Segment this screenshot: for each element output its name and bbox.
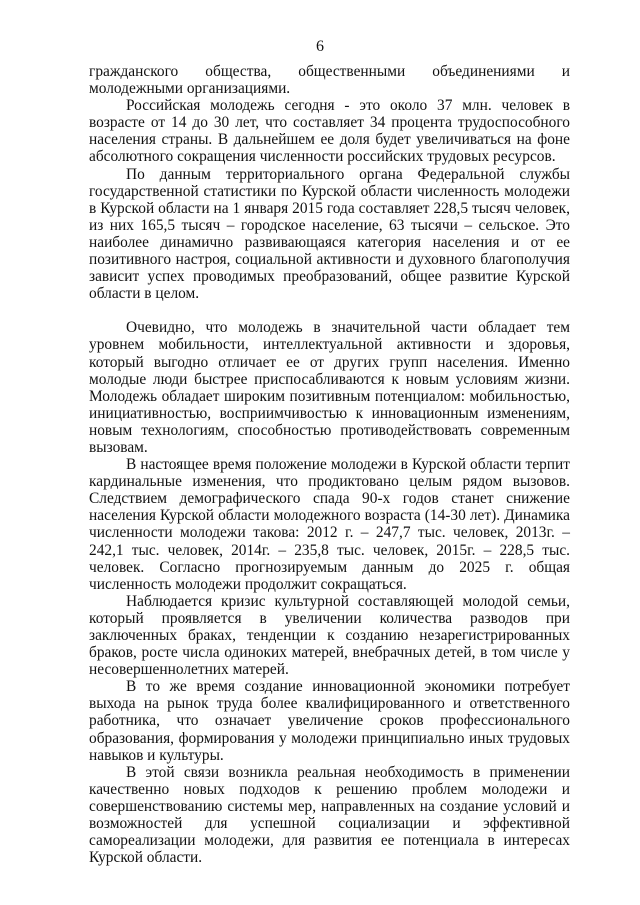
paragraph-new-approaches: В этой связи возникла реальная необходимость в применении качественно новых подходов к решению проблем молодежи и совершенствованию системы мер, направленных на создание условий и возможностей для успешной социализации и эффективной самореализации молодежи, для развития ее потенциала в интересах Курской области. <box>89 763 570 867</box>
paragraph-youth-qualities: Очевидно, что молодежь в значительной части обладает тем уровнем мобильности, интеллектуальной активности и здоровья, который выгодно отличает ее от других групп населения. Именно молодые люди быстрее приспосабливаются к новым условиям жизни. Молодежь обладает широким позитивным потенциалом: мобильностью, инициативностью, восприимчивостью к инновационным изменениям, новым технологиям, способностью противодействовать современным вызовам. <box>89 319 570 456</box>
document-body <box>89 63 570 866</box>
paragraph-continuation: гражданского общества, общественными объединениями и молодежными организациями. <box>89 63 570 98</box>
paragraph-youth-dynamics: В настоящее время положение молодежи в Курской области терпит кардинальные изменения, что продиктовано целым рядом вызовов. Следствием демографического спада 90-х годов станет снижение населения Курской области молодежного возраста (14-30 лет). Динамика численности молодежи такова: 2012 г. – 247,7 тыс. человек, 2013г. – 242,1 тыс. человек, 2014г. – 235,8 тыс. человек, 2015г. – 228,5 тыс. человек. Согласно прогнозируемым данным до 2025 г. общая численность молодежи продолжит сокращаться. <box>89 456 570 593</box>
paragraph-innovative-economy: В то же время создание инновационной экономики потребует выхода на рынок труда более квалифицированного и ответственного работника, что означает увеличение сроков профессионального образования, формирования у молодежи принципиально иных трудовых навыков и культуры. <box>89 678 570 764</box>
paragraph-kursk-statistics: По данным территориального органа Федеральной службы государственной статистики по Курской области численность молодежи в Курской области на 1 января 2015 года составляет 228,5 тысяч человек, из них 165,5 тысяч – городское население, 63 тысячи – сельское. Это наиболее динамично развивающаяся категория населения и от ее позитивного настроя, социальной активности и духовного благополучия зависит успех проводимых преобразований, общее развитие Курской области в целом. <box>89 165 570 303</box>
page-number: 6 <box>316 38 324 55</box>
paragraph-youth-population: Российская молодежь сегодня - это около 37 млн. человек в возрасте от 14 до 30 лет, что составляет 34 процента трудоспособного населения страны. В дальнейшем ее доля будет увеличиваться на фоне абсолютного сокращения численности российских трудовых ресурсов. <box>89 97 570 166</box>
paragraph-family-crisis: Наблюдается кризис культурной составляющей молодой семьи, который проявляется в увеличении количества разводов при заключенных браках, тенденции к созданию незарегистрированных браков, росте числа одиноких матерей, внебрачных детей, в том числе у несовершеннолетних матерей. <box>89 592 570 679</box>
